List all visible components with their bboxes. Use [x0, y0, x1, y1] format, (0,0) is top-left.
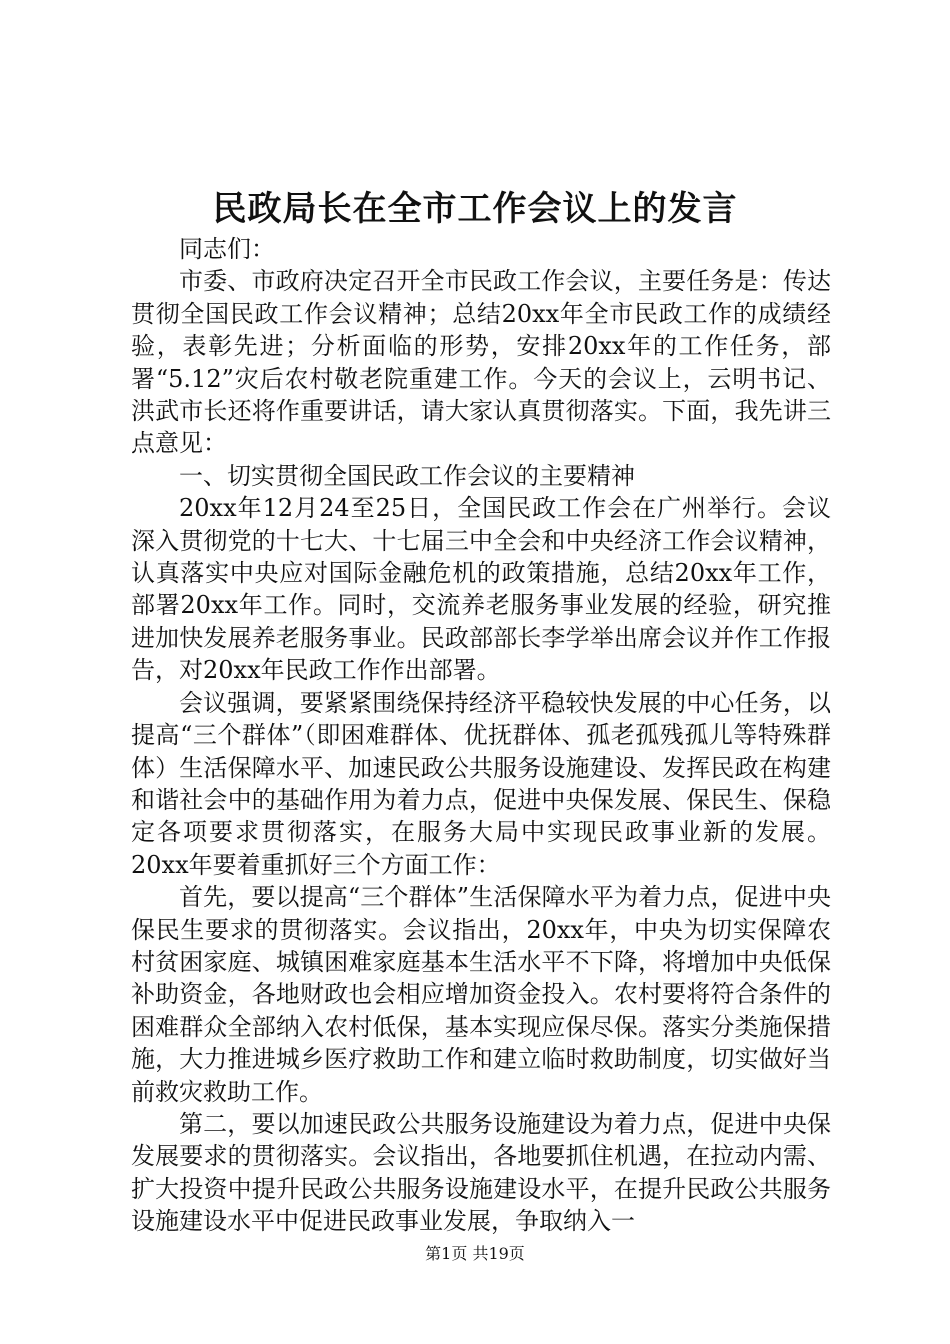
document-title: 民政局长在全市工作会议上的发言	[212, 189, 738, 229]
paragraph-intro: 市委、市政府决定召开全市民政工作会议，主要任务是：传达贯彻全国民政工作会议精神；总结20xx年全市民政工作的成绩经验，表彰先进；分析面临的形势，安排20xx年的工作任务，部署“5.12”灾后农村敬老院重建工作。今天的会议上，云明书记、洪武市长还将作重要讲话，请大家认真贯彻落实。下面，我先讲三点意见：	[131, 267, 831, 458]
section-heading-1: 一、切实贯彻全国民政工作会议的主要精神	[179, 461, 635, 490]
document-body	[131, 233, 831, 1238]
paragraph-first-point: 首先，要以提高“三个群体”生活保障水平为着力点，促进中央保民生要求的贯彻落实。会议指出，20xx年，中央为切实保障农村贫困家庭、城镇困难家庭基本生活水平不下降，将增加中央低保补助资金，各地财政也会相应增加资金投入。农村要将符合条件的困难群众全部纳入农村低保，基本实现应保尽保。落实分类施保措施，大力推进城乡医疗救助工作和建立临时救助制度，切实做好当前救灾救助工作。	[131, 883, 831, 1106]
paragraph-salutation: 同志们：	[179, 235, 275, 263]
paragraph-meeting-summary: 20xx年12月24至25日，全国民政工作会在广州举行。会议深入贯彻党的十七大、十七届三中全会和中央经济工作会议精神，认真落实中央应对国际金融危机的政策措施，总结20xx年工作，部署20xx年工作。同时，交流养老服务事业发展的经验，研究推进加快发展养老服务事业。民政部部长李学举出席会议并作工作报告，对20xx年民政工作作出部署。	[131, 494, 831, 685]
paragraph-second-point: 第二，要以加速民政公共服务设施建设为着力点，促进中央保发展要求的贯彻落实。会议指出，各地要抓住机遇，在拉动内需、扩大投资中提升民政公共服务设施建设水平，在提升民政公共服务设施建设水平中促进民政事业发展，争取纳入一	[131, 1109, 831, 1236]
page-number-footer: 第1页 共19页	[425, 1244, 525, 1263]
paragraph-meeting-emphasis: 会议强调，要紧紧围绕保持经济平稳较快发展的中心任务，以提高“三个群体”（即困难群体、优抚群体、孤老孤残孤儿等特殊群体）生活保障水平、加速民政公共服务设施建设、发挥民政在构建和谐社会中的基础作用为着力点，促进中央保发展、保民生、保稳定各项要求贯彻落实，在服务大局中实现民政事业新的发展。20xx年要着重抓好三个方面工作：	[131, 688, 831, 879]
